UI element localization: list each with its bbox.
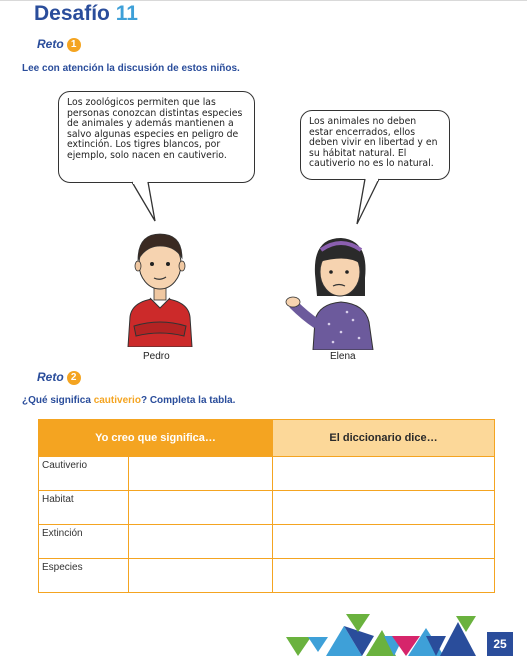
page-number: 25 <box>487 632 513 656</box>
pedro-speech-text: Los zoológicos permiten que las personas conozcan distintas especies de animales y además mantienen a salvo algunas especies en peligro de extinción. Los tigres blancos, por ejemplo, solo nacen en cautiverio. <box>67 97 243 161</box>
pedro-illustration <box>120 222 200 347</box>
answer-cell[interactable] <box>129 525 273 559</box>
table-row <box>39 491 495 525</box>
table-header-row <box>39 420 495 457</box>
table-row <box>39 457 495 491</box>
instruction-2-after: ? Completa la tabla. <box>140 395 236 406</box>
reto-2-heading <box>37 370 81 385</box>
instruction-1: Lee con atención la discusión de estos niños. <box>22 63 240 74</box>
reto-1-label: Reto <box>37 37 64 51</box>
header-diccionario: El diccionario dice… <box>273 420 495 457</box>
instruction-2-highlight: cautiverio <box>93 395 141 406</box>
instruction-2 <box>22 395 235 406</box>
dictionary-cell[interactable] <box>273 491 495 525</box>
row-label: Habitat <box>39 491 129 525</box>
row-label: Extinción <box>39 525 129 559</box>
pedro-speech-bubble <box>58 91 255 183</box>
answer-cell[interactable] <box>129 457 273 491</box>
elena-speech-bubble <box>300 110 450 180</box>
header-yo-creo: Yo creo que significa… <box>39 420 273 457</box>
decorative-triangle-band <box>286 612 491 657</box>
dictionary-cell[interactable] <box>273 559 495 593</box>
elena-speech-text: Los animales no deben estar encerrados, ellos deben vivir en libertad y en su hábitat natural. El cautiverio no es lo natural. <box>309 116 438 170</box>
pedro-name-label: Pedro <box>143 351 170 362</box>
reto-2-label: Reto <box>37 370 64 384</box>
row-label: Especies <box>39 559 129 593</box>
pedro-bubble-tail <box>130 181 160 223</box>
answer-cell[interactable] <box>129 559 273 593</box>
page-title <box>34 2 138 26</box>
elena-name-label: Elena <box>330 351 356 362</box>
dictionary-cell[interactable] <box>273 457 495 491</box>
table-row <box>39 525 495 559</box>
elena-illustration <box>285 228 380 350</box>
top-rule <box>0 0 527 1</box>
instruction-2-before: ¿Qué significa <box>22 395 94 406</box>
table-row <box>39 559 495 593</box>
answer-cell[interactable] <box>129 491 273 525</box>
dictionary-cell[interactable] <box>273 525 495 559</box>
title-word: Desafío <box>34 2 110 25</box>
row-label: Cautiverio <box>39 457 129 491</box>
reto-1-number-badge: 1 <box>67 38 81 52</box>
vocabulary-table <box>38 419 495 593</box>
reto-1-heading <box>37 37 81 52</box>
title-number: 11 <box>115 2 138 25</box>
reto-2-number-badge: 2 <box>67 371 81 385</box>
elena-bubble-tail <box>355 178 385 226</box>
